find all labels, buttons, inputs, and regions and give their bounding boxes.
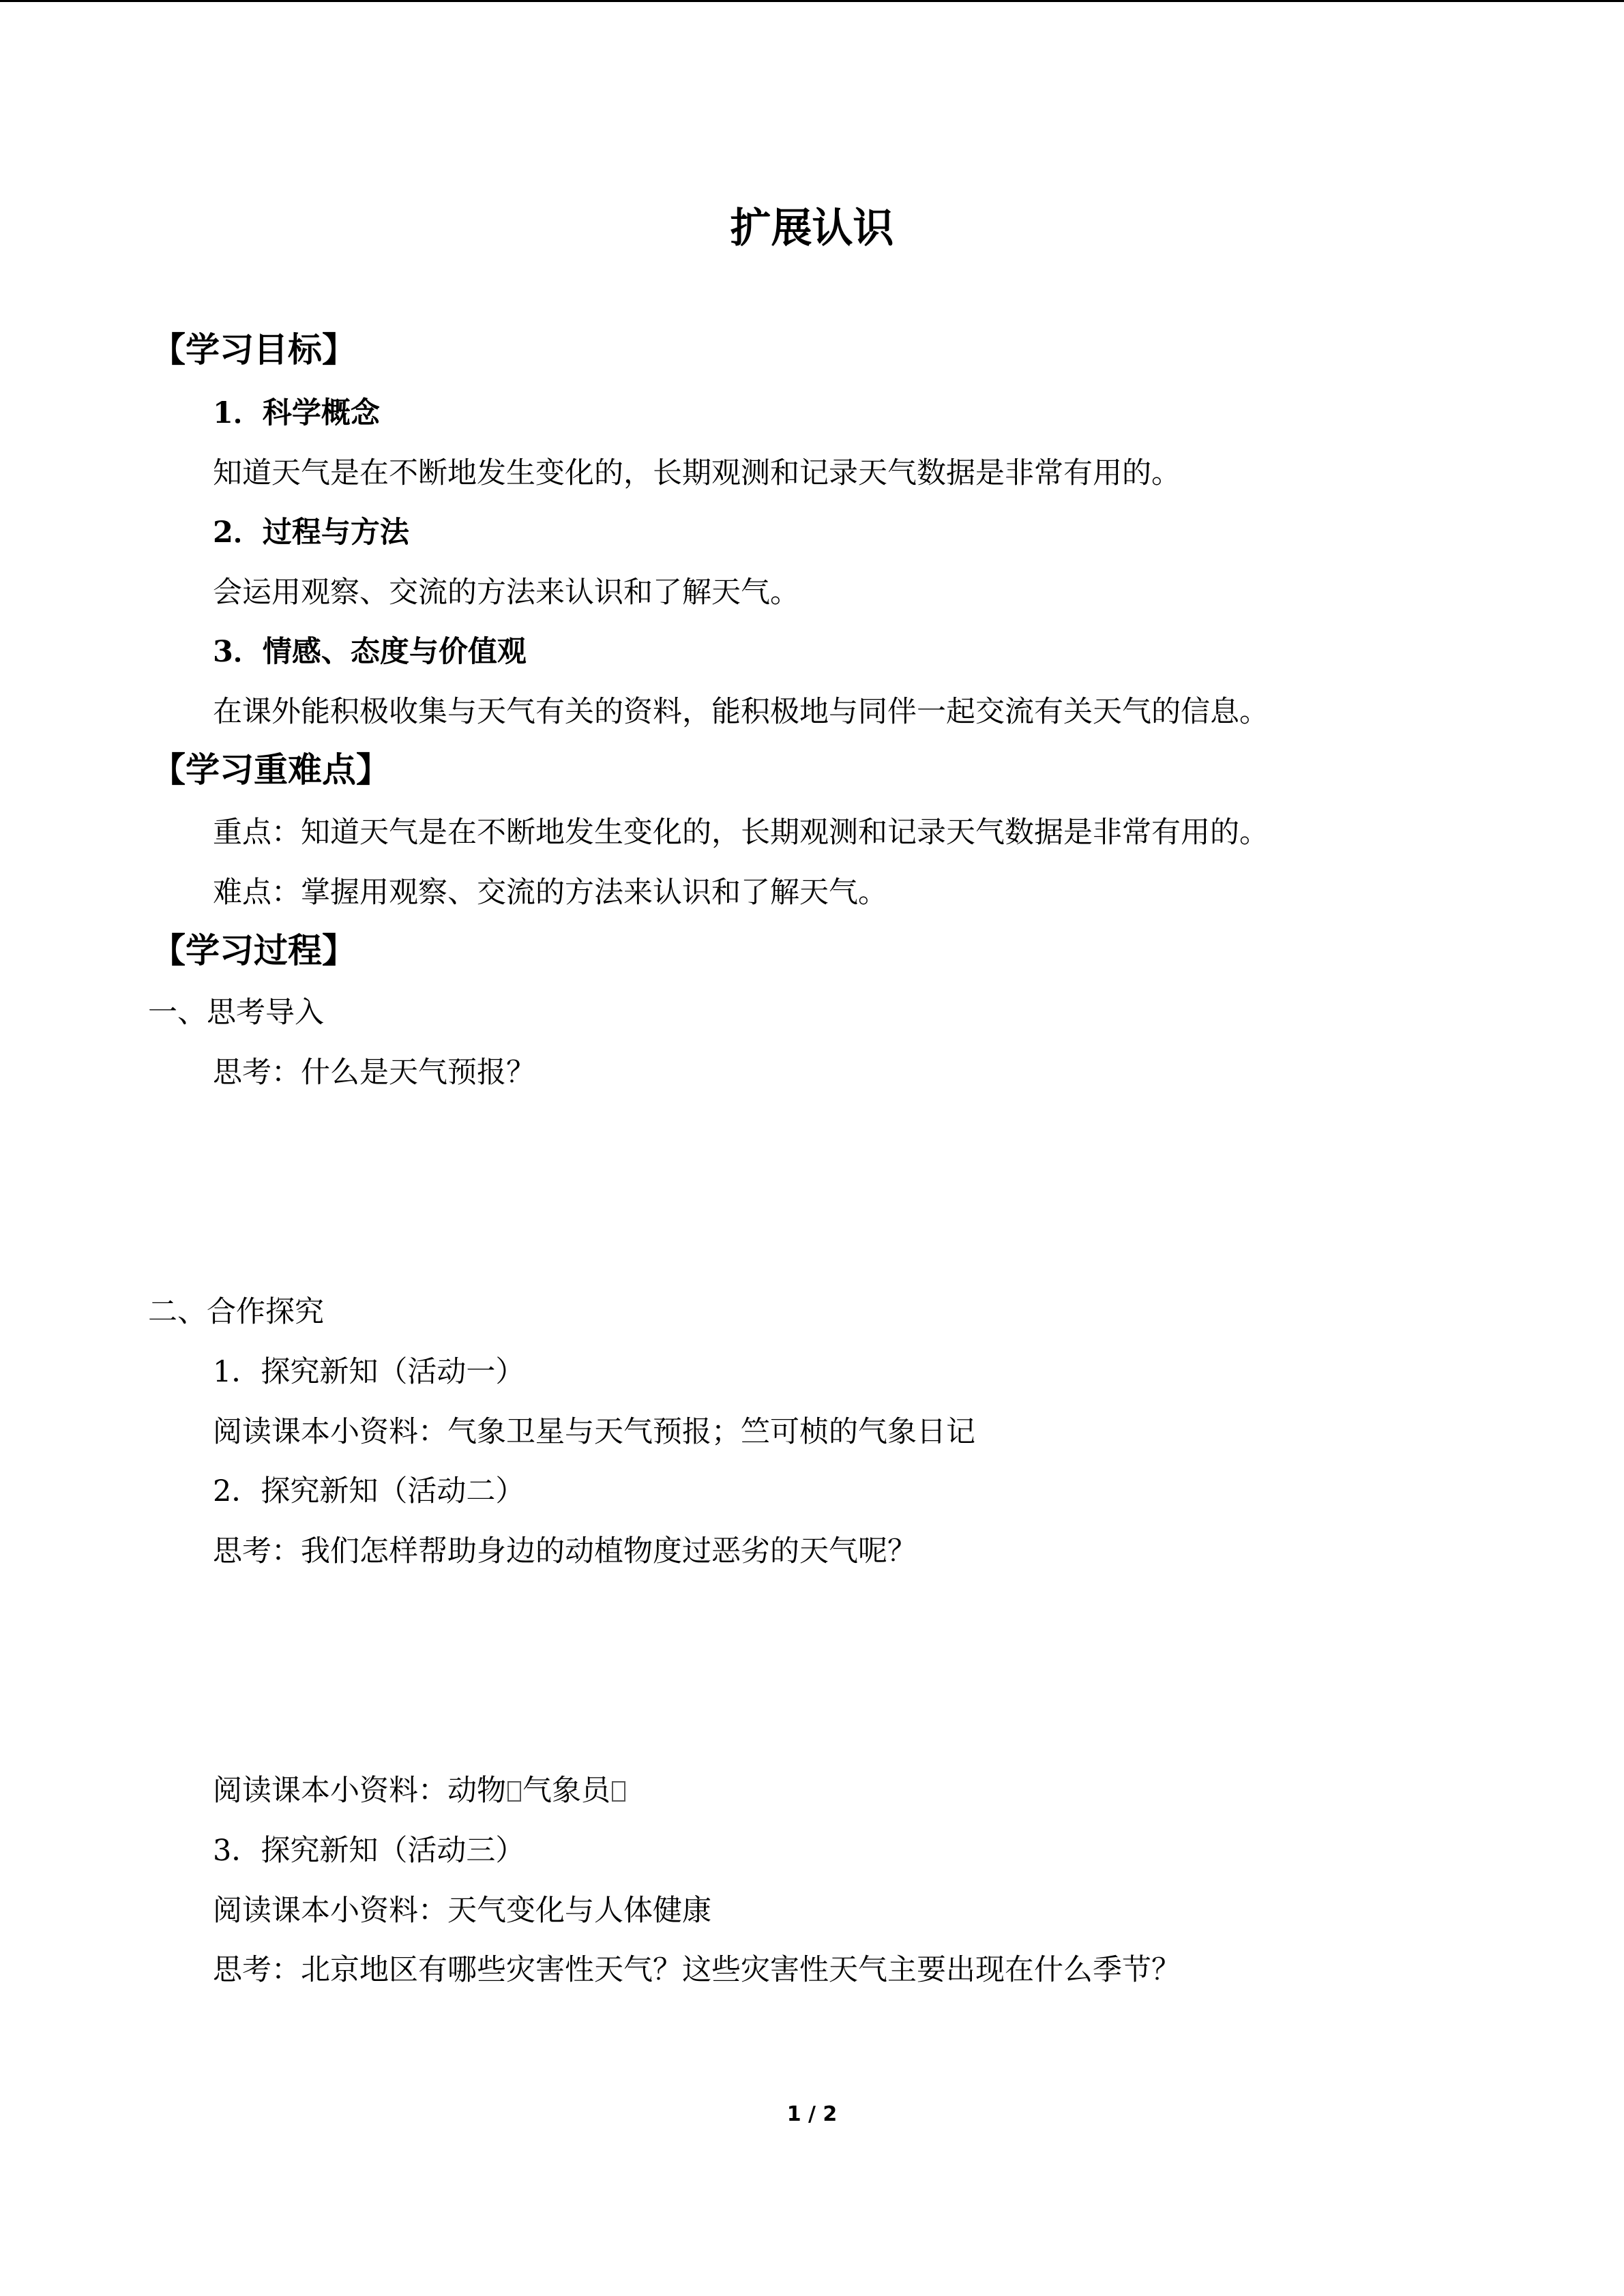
activity-2-title: 2．探究新知（活动二） bbox=[213, 1474, 525, 1508]
goal-1-title: 1．科学概念 bbox=[213, 396, 380, 430]
part-1-title: 一、思考导入 bbox=[148, 996, 324, 1030]
key-points-heading: 【学习重难点】 bbox=[151, 750, 390, 790]
activity-2-question: 思考：我们怎样帮助身边的动植物度过恶劣的天气呢？ bbox=[213, 1534, 917, 1568]
key-point-difficulty: 难点：掌握用观察、交流的方法来认识和了解天气。 bbox=[213, 876, 887, 910]
activity-2-reading-middle: 气象员 bbox=[522, 1774, 610, 1808]
goals-heading: 【学习目标】 bbox=[151, 330, 356, 370]
activity-1-reading: 阅读课本小资料：气象卫星与天气预报；竺可桢的气象日记 bbox=[213, 1415, 975, 1449]
activity-2-reading-prefix: 阅读课本小资料：动物 bbox=[213, 1774, 506, 1808]
missing-glyph-box-icon bbox=[612, 1781, 625, 1802]
goal-3-text: 在课外能积极收集与天气有关的资料，能积极地与同伴一起交流有关天气的信息。 bbox=[213, 695, 1269, 729]
top-border bbox=[0, 0, 1624, 2]
key-point-focus: 重点：知道天气是在不断地发生变化的，长期观测和记录天气数据是非常有用的。 bbox=[213, 816, 1269, 850]
part-2-title: 二、合作探究 bbox=[148, 1295, 324, 1329]
part-1-question: 思考：什么是天气预报？ bbox=[213, 1056, 535, 1090]
activity-2-reading bbox=[213, 1776, 627, 1806]
page-number: 1 / 2 bbox=[786, 2102, 838, 2126]
missing-glyph-box-icon bbox=[507, 1781, 521, 1802]
process-heading: 【学习过程】 bbox=[151, 931, 356, 970]
goal-2-text: 会运用观察、交流的方法来认识和了解天气。 bbox=[213, 576, 799, 610]
goal-1-text: 知道天气是在不断地发生变化的，长期观测和记录天气数据是非常有用的。 bbox=[213, 456, 1181, 490]
goal-2-title: 2．过程与方法 bbox=[213, 516, 409, 550]
activity-1-title: 1．探究新知（活动一） bbox=[213, 1355, 525, 1389]
activity-3-question: 思考：北京地区有哪些灾害性天气？这些灾害性天气主要出现在什么季节？ bbox=[213, 1953, 1181, 1987]
page-title: 扩展认识 bbox=[730, 205, 894, 252]
activity-3-title: 3．探究新知（活动三） bbox=[213, 1834, 525, 1868]
goal-3-title: 3．情感、态度与价值观 bbox=[213, 635, 527, 669]
activity-3-reading: 阅读课本小资料：天气变化与人体健康 bbox=[213, 1894, 711, 1928]
